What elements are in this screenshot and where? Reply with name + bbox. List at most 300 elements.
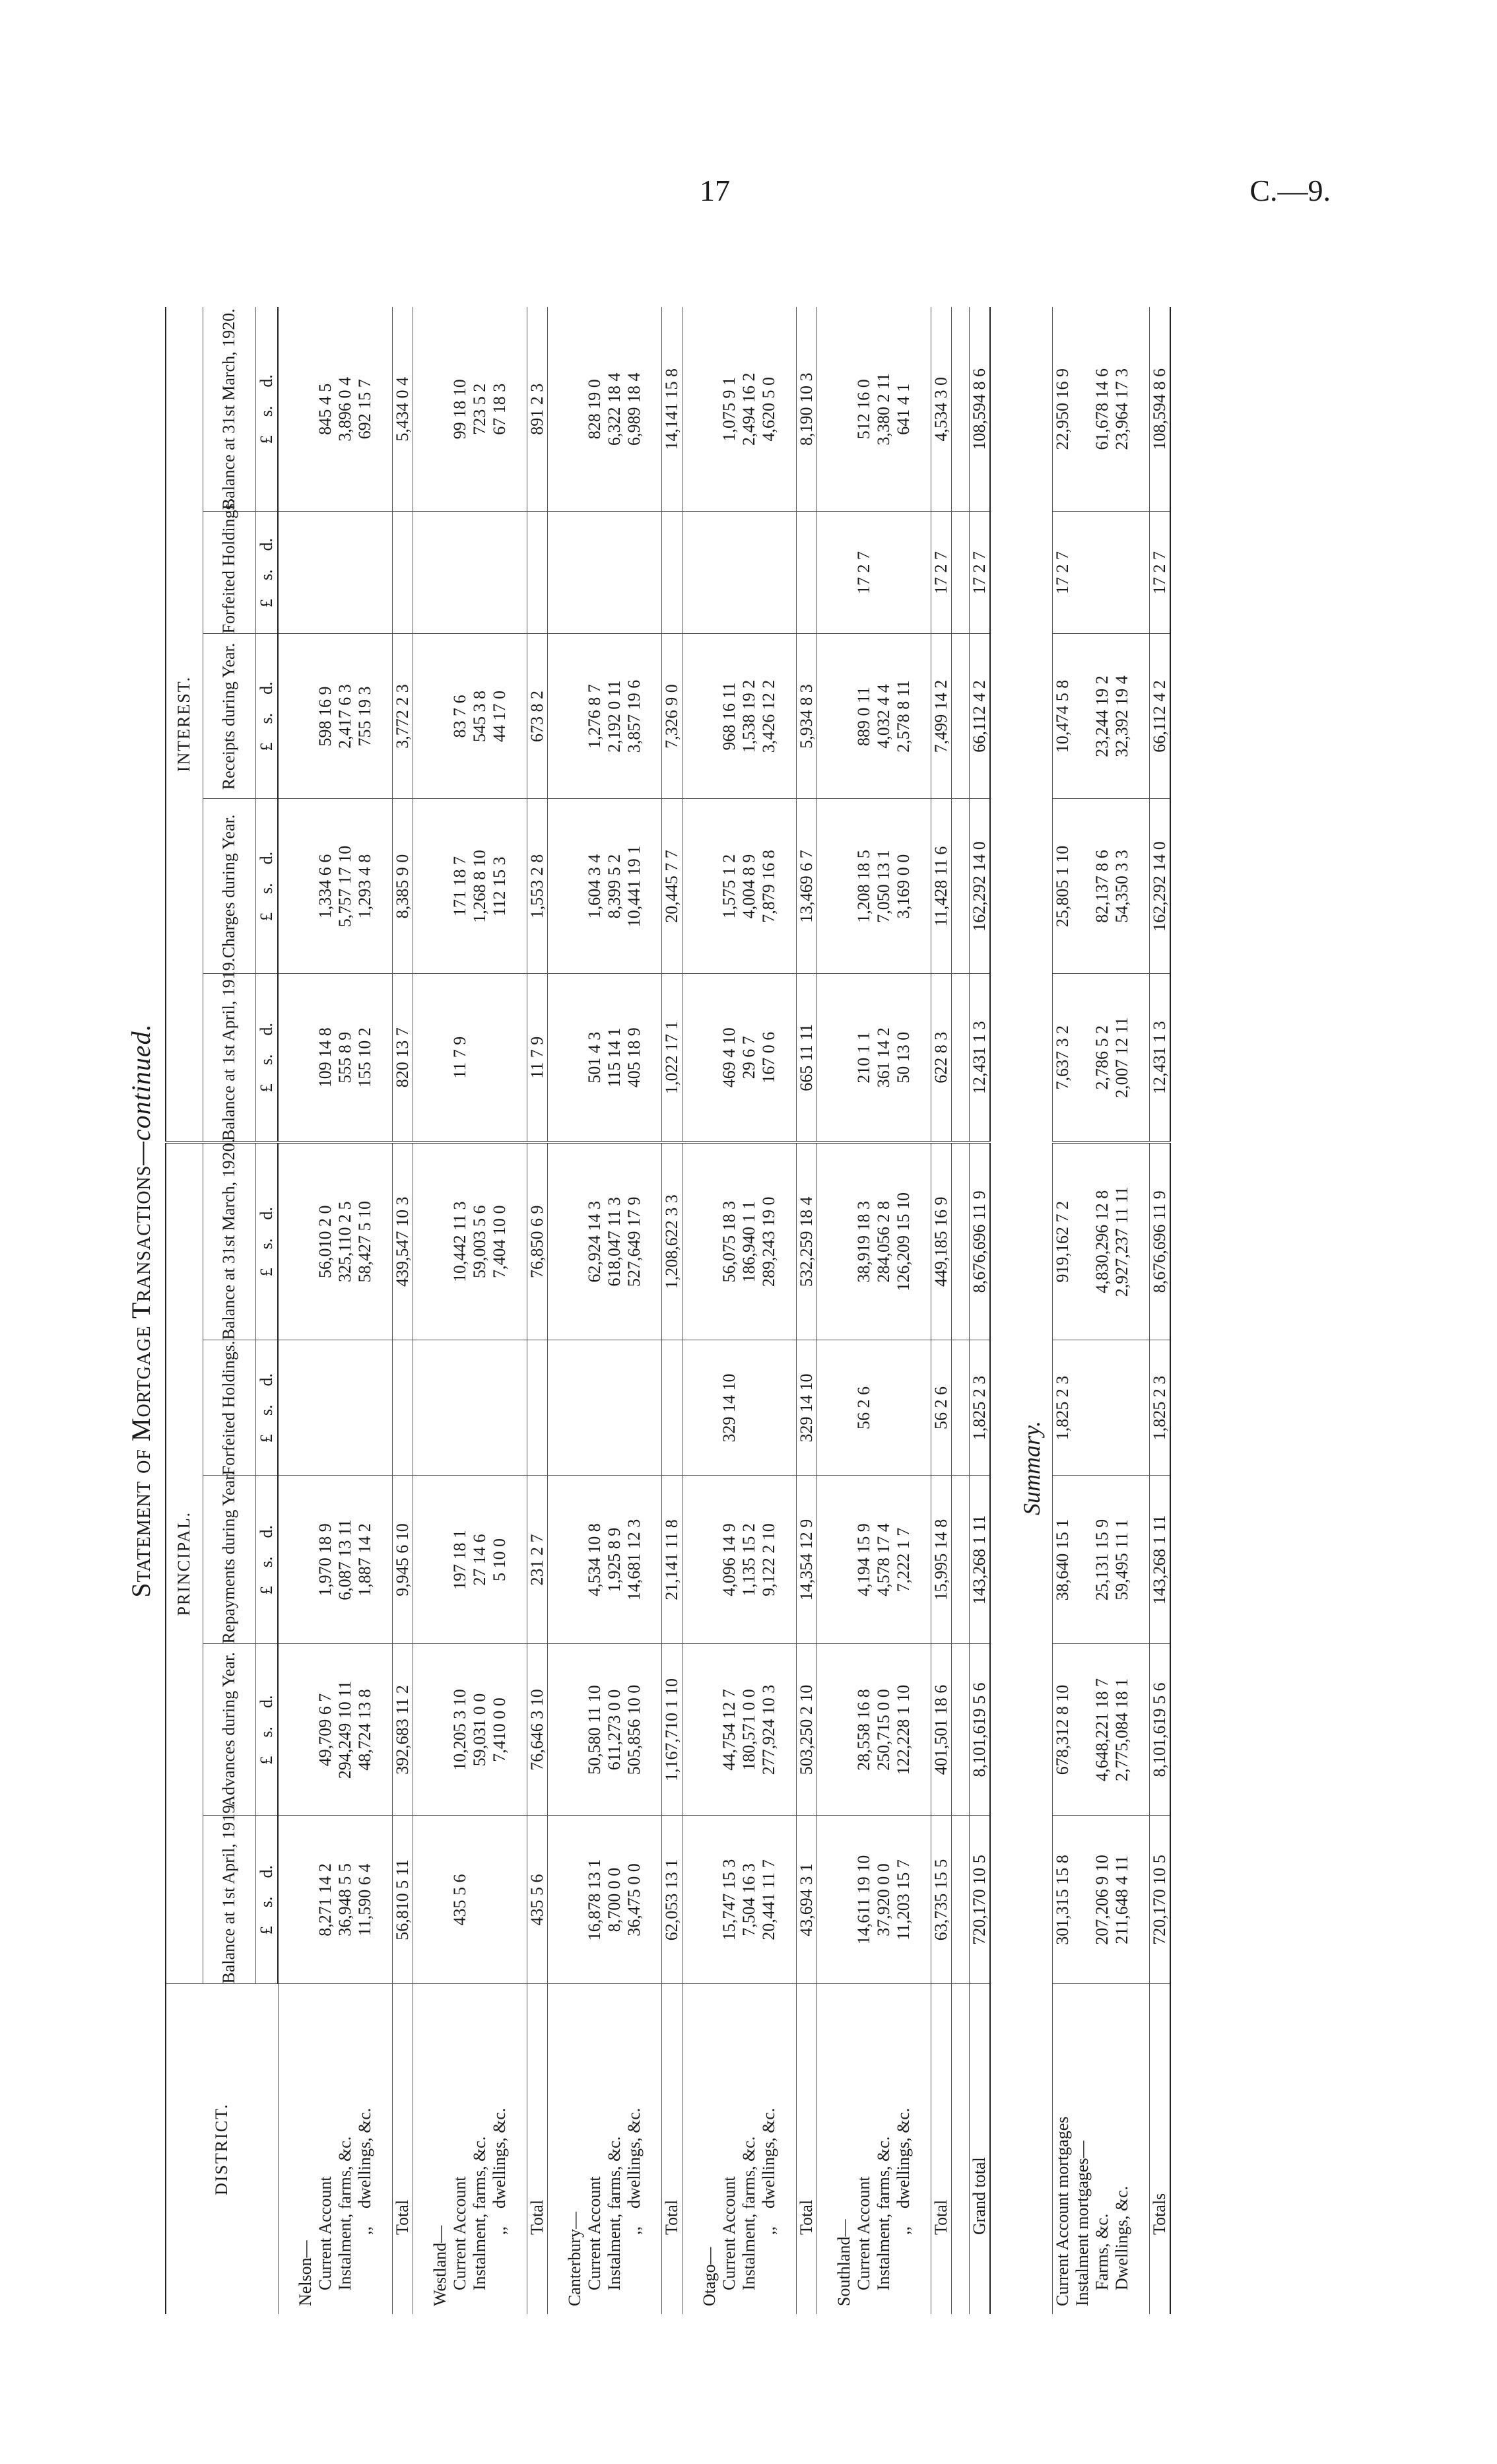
interest-amount: 2,786 5 2 xyxy=(1092,974,1112,1142)
row-label xyxy=(527,1984,548,2314)
spacer-cell xyxy=(914,634,931,799)
spacer-cell xyxy=(375,1340,393,1476)
interest-amount: 167 0 6 xyxy=(759,974,779,1142)
table-row xyxy=(739,307,759,2314)
principal-amount: 16,878 13 1 xyxy=(585,1816,605,1984)
principal-amount: 720,170 10 5 xyxy=(970,1816,991,1984)
spacer-cell xyxy=(413,799,431,974)
row-label xyxy=(470,1984,490,2314)
principal-amount xyxy=(527,1340,548,1476)
principal-col-header: Balance at 1st April, 1919. xyxy=(203,1816,255,1984)
empty-cell xyxy=(700,512,719,634)
spacer-row xyxy=(548,307,566,2314)
interest-amount: 162,292 14 0 xyxy=(970,799,991,974)
spacer-cell xyxy=(413,307,431,512)
principal-amount xyxy=(470,1816,490,1984)
spacer-cell xyxy=(817,1476,835,1644)
table-row xyxy=(1112,307,1132,2314)
interest-amount xyxy=(1073,799,1092,974)
empty-cell xyxy=(565,1644,585,1816)
spacer-cell xyxy=(682,1816,700,1984)
interest-amount xyxy=(1112,512,1132,634)
row-label xyxy=(605,1984,624,2314)
empty-cell xyxy=(834,1340,854,1476)
page-code: C.—9. xyxy=(1249,174,1331,207)
interest-amount: 50 13 0 xyxy=(894,974,914,1142)
table-row xyxy=(624,307,644,2314)
title-main: Statement of Mortgage Transactions xyxy=(126,1165,156,1598)
interest-amount: 4,534 3 0 xyxy=(931,307,952,512)
unit-label: d. xyxy=(256,1695,276,1708)
principal-amount: 449,185 16 9 xyxy=(931,1142,952,1340)
principal-col-header: Advances during Year. xyxy=(203,1644,255,1816)
principal-amount: 7,404 10 0 xyxy=(490,1142,510,1340)
row-label xyxy=(450,1984,470,2314)
row-label xyxy=(662,1984,682,2314)
principal-amount xyxy=(605,1340,624,1476)
spacer-cell xyxy=(952,307,970,512)
unit-label: £ xyxy=(256,435,276,444)
unit-label: d. xyxy=(256,1524,276,1538)
principal-amount: 439,547 10 3 xyxy=(393,1142,413,1340)
principal-amount: 4,648,221 18 7 xyxy=(1092,1644,1112,1816)
interest-amount xyxy=(470,512,490,634)
principal-amount: 59,495 11 1 xyxy=(1112,1476,1132,1644)
interest-amount: 112 15 3 xyxy=(490,799,510,974)
principal-amount: 15,747 15 3 xyxy=(719,1816,739,1984)
principal-amount xyxy=(759,1340,779,1476)
interest-amount: 17 2 7 xyxy=(854,512,874,634)
interest-amount: 10,474 5 8 xyxy=(1053,634,1073,799)
interest-amount: 7,499 14 2 xyxy=(931,634,952,799)
table-row xyxy=(719,307,739,2314)
interest-amount: 665 11 11 xyxy=(797,974,817,1142)
principal-amount: 180,571 0 0 xyxy=(739,1644,759,1816)
empty-cell xyxy=(700,1816,719,1984)
spacer-cell xyxy=(278,1984,296,2314)
spacer-cell xyxy=(548,799,566,974)
principal-amount: 7,504 16 3 xyxy=(739,1816,759,1984)
spacer-cell xyxy=(1132,1816,1150,1984)
interest-amount: 1,575 1 2 xyxy=(719,799,739,974)
row-label-text: Instalment mortgages— xyxy=(1073,2140,1092,2306)
spacer-cell xyxy=(644,634,662,799)
principal-amount: 15,995 14 8 xyxy=(931,1476,952,1644)
ditto-mark: ,, xyxy=(624,2226,644,2235)
spacer-cell xyxy=(1132,1644,1150,1816)
spacer-cell xyxy=(644,1476,662,1644)
row-label-text: Current Account mortgages xyxy=(1053,2116,1072,2306)
spacer-cell xyxy=(644,1816,662,1984)
interest-amount: 17 2 7 xyxy=(931,512,952,634)
spacer-cell xyxy=(952,1984,970,2314)
empty-cell xyxy=(834,512,854,634)
principal-amount xyxy=(1073,1816,1092,1984)
row-label-text: Total xyxy=(662,2199,681,2235)
interest-amount: 20,445 7 7 xyxy=(662,799,682,974)
principal-amount: 36,948 5 5 xyxy=(335,1816,355,1984)
row-label-text: Total xyxy=(393,2199,412,2235)
spacer-cell xyxy=(375,307,393,512)
interest-amount: 1,022 17 1 xyxy=(662,974,682,1142)
interest-amount: 361 14 2 xyxy=(874,974,894,1142)
row-label xyxy=(624,1984,644,2314)
spacer-cell xyxy=(413,974,431,1142)
empty-cell xyxy=(430,1644,450,1816)
principal-amount: 7,410 0 0 xyxy=(490,1644,510,1816)
empty-cell xyxy=(565,799,585,974)
principal-amount: 122,228 1 10 xyxy=(894,1644,914,1816)
interest-col-header: Balance at 31st March, 1920. xyxy=(203,307,255,512)
row-label-text: Current Account xyxy=(316,2176,335,2290)
interest-amount xyxy=(316,512,335,634)
interest-amount: 4,032 4 4 xyxy=(874,634,894,799)
spacer-cell xyxy=(779,1340,797,1476)
principal-amount: 56,010 2 0 xyxy=(316,1142,335,1340)
unit-label: s. xyxy=(256,569,276,581)
table-row xyxy=(355,307,375,2314)
unit-header xyxy=(255,799,278,974)
row-label xyxy=(931,1984,952,2314)
interest-amount: 11,428 11 6 xyxy=(931,799,952,974)
spacer-cell xyxy=(375,1984,393,2314)
interest-amount xyxy=(1073,974,1092,1142)
interest-amount: 501 4 3 xyxy=(585,974,605,1142)
spacer-cell xyxy=(914,307,931,512)
ditto-mark: ,, xyxy=(490,2226,509,2235)
interest-amount: 1,276 8 7 xyxy=(585,634,605,799)
spacer-cell xyxy=(817,1142,835,1340)
principal-amount: 1,825 2 3 xyxy=(970,1340,991,1476)
interest-amount: 108,594 8 6 xyxy=(1150,307,1171,512)
table-row xyxy=(797,307,817,2314)
interest-amount: 1,075 9 1 xyxy=(719,307,739,512)
unit-label: s. xyxy=(256,883,276,895)
row-label xyxy=(490,1984,510,2314)
principal-amount: 48,724 13 8 xyxy=(355,1644,375,1816)
spacer-cell xyxy=(1132,512,1150,634)
spacer-cell xyxy=(510,307,527,512)
spacer-cell xyxy=(682,1142,700,1340)
interest-amount: 22,950 16 9 xyxy=(1053,307,1073,512)
interest-amount: 171 18 7 xyxy=(450,799,470,974)
interest-amount: 545 3 8 xyxy=(470,634,490,799)
spacer-cell xyxy=(817,1340,835,1476)
row-label xyxy=(719,1984,739,2314)
interest-amount: 3,380 2 11 xyxy=(874,307,894,512)
interest-amount: 2,417 6 3 xyxy=(335,634,355,799)
unit-label: d. xyxy=(256,1023,276,1036)
spacer-cell xyxy=(548,512,566,634)
district-name: Southland— xyxy=(834,2219,853,2306)
row-label xyxy=(797,1984,817,2314)
spacer-cell xyxy=(952,1644,970,1816)
unit-header xyxy=(255,1816,278,1984)
principal-amount: 43,694 3 1 xyxy=(797,1816,817,1984)
principal-amount: 62,053 13 1 xyxy=(662,1816,682,1984)
spacer-cell xyxy=(278,634,296,799)
principal-amount: 503,250 2 10 xyxy=(797,1644,817,1816)
interest-amount xyxy=(797,512,817,634)
principal-amount: 143,268 1 11 xyxy=(1150,1476,1171,1644)
principal-amount: 11,590 6 4 xyxy=(355,1816,375,1984)
unit-label: d. xyxy=(256,1373,276,1386)
principal-amount xyxy=(894,1340,914,1476)
table-row xyxy=(1092,307,1112,2314)
summary-table xyxy=(1052,307,1171,2314)
principal-amount: 1,887 14 2 xyxy=(355,1476,375,1644)
principal-amount: 720,170 10 5 xyxy=(1150,1816,1171,1984)
principal-amount: 250,715 0 0 xyxy=(874,1644,894,1816)
row-label xyxy=(1112,1984,1132,2314)
interest-amount xyxy=(450,512,470,634)
district-name-row xyxy=(430,307,450,2314)
interest-amount: 889 0 11 xyxy=(854,634,874,799)
summary-body xyxy=(1053,307,1171,2314)
interest-amount: 598 16 9 xyxy=(316,634,335,799)
principal-amount: 10,442 11 3 xyxy=(450,1142,470,1340)
principal-amount: 325,110 2 5 xyxy=(335,1142,355,1340)
interest-amount xyxy=(1092,512,1112,634)
interest-amount: 3,426 12 2 xyxy=(759,634,779,799)
spacer-cell xyxy=(682,1644,700,1816)
spacer-cell xyxy=(375,1142,393,1340)
empty-cell xyxy=(430,974,450,1142)
spacer-cell xyxy=(1132,1142,1150,1340)
principal-amount xyxy=(1073,1142,1092,1340)
spacer-cell xyxy=(644,512,662,634)
empty-cell xyxy=(296,1476,316,1644)
table-row xyxy=(585,307,605,2314)
principal-amount: 197 18 1 xyxy=(450,1476,470,1644)
interest-amount: 1,334 6 6 xyxy=(316,799,335,974)
spacer-cell xyxy=(644,307,662,512)
unit-label: £ xyxy=(256,1268,276,1277)
interest-amount: 32,392 19 4 xyxy=(1112,634,1132,799)
principal-amount: 505,856 10 0 xyxy=(624,1644,644,1816)
unit-label: d. xyxy=(256,681,276,695)
interest-amount: 755 19 3 xyxy=(355,634,375,799)
spacer-cell xyxy=(817,512,835,634)
principal-amount xyxy=(739,1340,759,1476)
principal-col-header: Balance at 31st March, 1920. xyxy=(203,1142,255,1340)
principal-amount: 1,825 2 3 xyxy=(1053,1340,1073,1476)
principal-amount: 2,927,237 11 11 xyxy=(1112,1142,1132,1340)
spacer-cell xyxy=(779,1142,797,1340)
spacer-cell xyxy=(779,799,797,974)
interest-amount: 29 6 7 xyxy=(739,974,759,1142)
unit-label: s. xyxy=(256,405,276,417)
interest-amount: 512 16 0 xyxy=(854,307,874,512)
row-label-text: Current Account xyxy=(585,2176,604,2290)
empty-cell xyxy=(430,799,450,974)
spacer-cell xyxy=(644,1340,662,1476)
principal-amount: 186,940 1 1 xyxy=(739,1142,759,1340)
row-label-text: dwellings, &c. xyxy=(490,2107,509,2208)
interest-amount: 99 18 10 xyxy=(450,307,470,512)
unit-label: s. xyxy=(256,1726,276,1738)
rotated-table-page xyxy=(125,307,1327,2314)
row-label-text: dwellings, &c. xyxy=(759,2107,778,2208)
spacer-cell xyxy=(779,1984,797,2314)
principal-amount: 527,649 17 9 xyxy=(624,1142,644,1340)
principal-amount: 294,249 10 11 xyxy=(335,1644,355,1816)
spacer-cell xyxy=(914,974,931,1142)
empty-cell xyxy=(565,634,585,799)
row-label-text: dwellings, &c. xyxy=(624,2107,644,2208)
spacer-cell xyxy=(952,1476,970,1644)
spacer-cell xyxy=(548,974,566,1142)
principal-amount xyxy=(1073,1644,1092,1816)
principal-amount xyxy=(490,1340,510,1476)
spacer-cell xyxy=(278,1644,296,1816)
spacer-cell xyxy=(375,634,393,799)
spacer-cell xyxy=(682,512,700,634)
principal-amount: 4,830,296 12 8 xyxy=(1092,1142,1112,1340)
interest-amount: 673 8 2 xyxy=(527,634,548,799)
interest-amount: 11 7 9 xyxy=(450,974,470,1142)
table-body xyxy=(278,307,990,2314)
spacer-cell xyxy=(914,512,931,634)
spacer-cell xyxy=(413,1142,431,1340)
interest-amount xyxy=(874,512,894,634)
empty-cell xyxy=(430,634,450,799)
interest-amount: 5,934 8 3 xyxy=(797,634,817,799)
interest-amount: 155 10 2 xyxy=(355,974,375,1142)
spacer-cell xyxy=(413,1816,431,1984)
table-row xyxy=(470,307,490,2314)
unit-label: d. xyxy=(256,1207,276,1220)
principal-amount: 58,427 5 10 xyxy=(355,1142,375,1340)
empty-cell xyxy=(700,1142,719,1340)
interest-amount: 1,293 4 8 xyxy=(355,799,375,974)
interest-amount xyxy=(1073,634,1092,799)
unit-label: d. xyxy=(256,1865,276,1878)
principal-amount: 1,825 2 3 xyxy=(1150,1340,1171,1476)
spacer-cell xyxy=(644,974,662,1142)
interest-amount: 5,757 17 10 xyxy=(335,799,355,974)
district-name-row xyxy=(700,307,719,2314)
spacer-cell xyxy=(548,634,566,799)
interest-amount: 828 19 0 xyxy=(585,307,605,512)
district-name: Westland— xyxy=(430,2225,449,2306)
spacer-cell xyxy=(644,1142,662,1340)
row-label xyxy=(1073,1984,1092,2314)
interest-amount xyxy=(759,512,779,634)
empty-cell xyxy=(296,799,316,974)
interest-amount xyxy=(470,974,490,1142)
interest-col-header: Balance at 1st April, 1919. xyxy=(203,974,255,1142)
unit-label: £ xyxy=(256,599,276,608)
interest-amount: 2,007 12 11 xyxy=(1112,974,1132,1142)
interest-amount: 555 8 9 xyxy=(335,974,355,1142)
spacer-cell xyxy=(278,307,296,512)
interest-amount: 641 4 1 xyxy=(894,307,914,512)
interest-amount: 820 13 7 xyxy=(393,974,413,1142)
principal-amount xyxy=(470,1340,490,1476)
spacer-cell xyxy=(817,307,835,512)
spacer-cell xyxy=(817,634,835,799)
empty-cell xyxy=(296,1816,316,1984)
empty-cell xyxy=(430,1142,450,1340)
interest-amount: 109 14 8 xyxy=(316,974,335,1142)
spacer-cell xyxy=(817,974,835,1142)
principal-amount: 392,683 11 2 xyxy=(393,1644,413,1816)
row-label-text: Dwellings, &c. xyxy=(1112,2185,1131,2290)
interest-amount xyxy=(585,512,605,634)
interest-col-header: Forfeited Holdings. xyxy=(203,512,255,634)
principal-amount: 329 14 10 xyxy=(719,1340,739,1476)
principal-amount: 301,315 15 8 xyxy=(1053,1816,1073,1984)
interest-amount xyxy=(624,512,644,634)
row-label-text: Current Account xyxy=(450,2176,469,2290)
spacer-cell xyxy=(278,1476,296,1644)
interest-amount: 1,604 3 4 xyxy=(585,799,605,974)
empty-cell xyxy=(296,307,316,512)
row-label-text: Totals xyxy=(1150,2193,1169,2235)
principal-amount: 63,735 15 5 xyxy=(931,1816,952,1984)
row-label xyxy=(393,1984,413,2314)
unit-header xyxy=(255,1340,278,1476)
principal-amount: 10,205 3 10 xyxy=(450,1644,470,1816)
empty-cell xyxy=(834,974,854,1142)
interest-amount xyxy=(335,512,355,634)
row-label-text: Grand total xyxy=(970,2157,989,2235)
principal-amount: 8,101,619 5 6 xyxy=(1150,1644,1171,1816)
table-row xyxy=(662,307,682,2314)
principal-amount: 532,259 18 4 xyxy=(797,1142,817,1340)
principal-amount: 62,924 14 3 xyxy=(585,1142,605,1340)
row-label xyxy=(1150,1984,1171,2314)
interest-amount: 44 17 0 xyxy=(490,634,510,799)
table-row xyxy=(759,307,779,2314)
interest-amount: 54,350 3 3 xyxy=(1112,799,1132,974)
table-row xyxy=(316,307,335,2314)
principal-amount: 4,534 10 8 xyxy=(585,1476,605,1644)
spacer-cell xyxy=(779,1644,797,1816)
spacer-cell xyxy=(779,634,797,799)
interest-amount: 8,190 10 3 xyxy=(797,307,817,512)
spacer-cell xyxy=(375,799,393,974)
spacer-row xyxy=(278,307,296,2314)
interest-amount: 1,208 18 5 xyxy=(854,799,874,974)
spacer-cell xyxy=(779,1816,797,1984)
interest-amount: 469 4 10 xyxy=(719,974,739,1142)
principal-amount: 21,141 11 8 xyxy=(662,1476,682,1644)
spacer-cell xyxy=(548,307,566,512)
district-name-row xyxy=(834,307,854,2314)
unit-label: s. xyxy=(256,1054,276,1066)
empty-cell xyxy=(565,974,585,1142)
table-row xyxy=(393,307,413,2314)
empty-cell xyxy=(700,1340,719,1476)
principal-amount xyxy=(450,1340,470,1476)
spacer-cell xyxy=(779,1476,797,1644)
spacer-row xyxy=(952,307,970,2314)
unit-header xyxy=(255,1476,278,1644)
empty-cell xyxy=(430,1340,450,1476)
interest-amount: 845 4 5 xyxy=(316,307,335,512)
empty-cell xyxy=(834,1476,854,1644)
row-label xyxy=(874,1984,894,2314)
row-label-text: Instalment, farms, &c. xyxy=(335,2136,354,2290)
row-label-text: Current Account xyxy=(854,2176,873,2290)
empty-cell xyxy=(430,1476,450,1644)
principal-amount xyxy=(1112,1340,1132,1476)
principal-amount: 4,578 17 4 xyxy=(874,1476,894,1644)
interest-amount: 12,431 1 3 xyxy=(1150,974,1171,1142)
spacer-cell xyxy=(375,1644,393,1816)
